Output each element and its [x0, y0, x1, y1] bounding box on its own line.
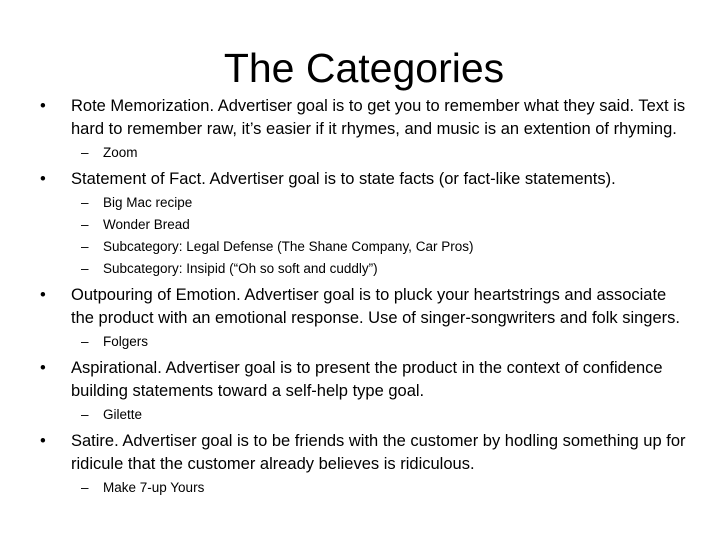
- sub-bullet-dash: –: [81, 195, 89, 210]
- sub-bullet-dash: –: [81, 261, 89, 276]
- sub-bullet-dash: –: [81, 407, 89, 422]
- bullet-item: [40, 430, 691, 476]
- sub-bullet-item: [81, 193, 693, 213]
- sub-bullet-item: [81, 259, 693, 279]
- bullet-dot: •: [40, 432, 46, 450]
- bullet-dot: •: [40, 359, 46, 377]
- bullet-item: [40, 95, 691, 141]
- sub-bullet-text: Wonder Bread: [103, 217, 190, 232]
- bullet-text: Satire. Advertiser goal is to be friends with the customer by hodling something up for ridicule that the customer already believes is ridiculous.: [71, 432, 686, 473]
- bullet-dot: •: [40, 97, 46, 115]
- sub-bullet-text: Subcategory: Insipid (“Oh so soft and cuddly”): [103, 261, 378, 276]
- bullet-list: [0, 95, 728, 498]
- sub-bullet-item: [81, 237, 693, 257]
- sub-bullet-text: Gilette: [103, 407, 143, 422]
- sub-bullet-dash: –: [81, 145, 89, 160]
- bullet-text: Rote Memorization. Advertiser goal is to get you to remember what they said. Text is hard to remember raw, it’s easier if it rhymes, and music is an extention of rhyming.: [71, 97, 686, 138]
- bullet-item: [40, 284, 691, 330]
- bullet-dot: •: [40, 286, 46, 304]
- sub-bullet-item: [81, 332, 693, 352]
- sub-bullet-text: Zoom: [103, 145, 138, 160]
- bullet-dot: •: [40, 170, 46, 188]
- sub-bullet-text: Big Mac recipe: [103, 195, 193, 210]
- bullet-text: Outpouring of Emotion. Advertiser goal is to pluck your heartstrings and associate the product with an emotional response. Use of singer-songwriters and folk singers.: [71, 286, 680, 327]
- sub-bullet-dash: –: [81, 239, 89, 254]
- sub-bullet-item: [81, 215, 693, 235]
- sub-bullet-item: [81, 143, 693, 163]
- slide-title: The Categories: [223, 45, 505, 91]
- sub-bullet-item: [81, 478, 693, 498]
- sub-bullet-dash: –: [81, 217, 89, 232]
- sub-bullet-text: Folgers: [103, 334, 149, 349]
- bullet-text: Aspirational. Advertiser goal is to present the product in the context of confidence building statements toward a self-help type goal.: [71, 359, 663, 400]
- bullet-text: Statement of Fact. Advertiser goal is to state facts (or fact-like statements).: [71, 170, 616, 188]
- bullet-item: [40, 168, 691, 191]
- sub-bullet-text: Subcategory: Legal Defense (The Shane Company, Car Pros): [103, 239, 474, 254]
- bullet-item: [40, 357, 691, 403]
- sub-bullet-text: Make 7-up Yours: [103, 480, 205, 495]
- sub-bullet-dash: –: [81, 480, 89, 495]
- sub-bullet-item: [81, 405, 693, 425]
- sub-bullet-dash: –: [81, 334, 89, 349]
